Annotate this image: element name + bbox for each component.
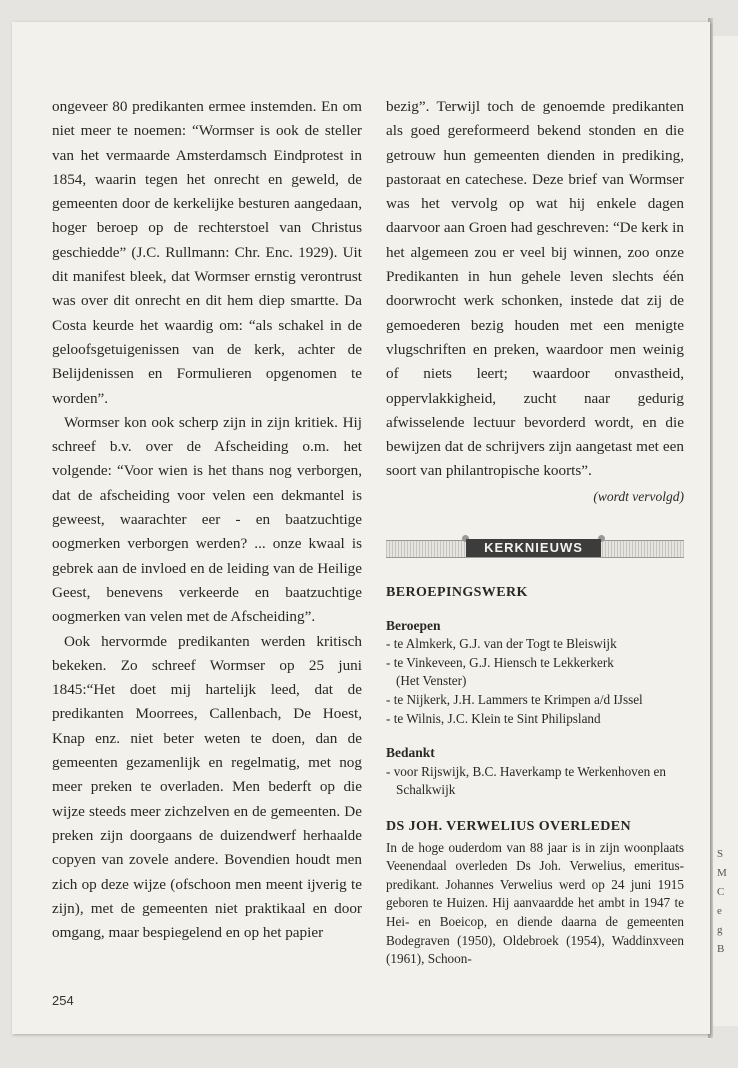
bedankt-list <box>386 763 684 800</box>
body-paragraph: Ook hervormde predikanten werden kritisch bekeken. Zo schreef Wormser op 25 juni 1845:“Het doet mij hartelijk leed, dat de predikanten Moorrees, Callenbach, De Hoest, Knap enz. niet beter weten te doen, dan de gemeenten gezamenlijk en regelmatig, met nog meer preken te overladen. Men bederft op die wijze steeds meer zichzelven en de gemeenten. De preken zijn doorgaans de duizendwerf herhaalde copyen van zovele andere. Bovendien houdt men zich op deze wijze (ofschoon men meent ijverig te zijn), met de gemeenten niet praktikaal en door omgang, maar bespiegelend en op het papier <box>52 632 362 942</box>
next-page-edge <box>713 36 738 1026</box>
next-page-fragment: S <box>717 848 724 860</box>
list-item: - te Vinkeveen, G.J. Hiensch te Lekkerkerk (Het Venster) <box>386 654 614 689</box>
beroepen-list <box>386 635 684 728</box>
banner-title: KERKNIEUWS <box>466 539 601 557</box>
list-item: - te Wilnis, J.C. Klein te Sint Philipsland <box>386 710 601 726</box>
continued-note: (wordt vervolgd) <box>593 488 684 504</box>
bedankt-heading: Bedankt <box>386 745 435 761</box>
obituary-title: DS JOH. VERWELIUS OVERLEDEN <box>386 818 631 834</box>
body-paragraph: ongeveer 80 predikanten ermee instemden. En om niet meer te noemen: “Wormser is ook de steller van het vermaarde Amsterdamsch Eindprotest in 1854, waarin tegen het onrecht en geweld, de gemeenten door de kerkelijke besturen aangedaan, hoger beroep op de rechterstoel van Christus geschiedde” (J.C. Rullmann: Chr. Enc. 1929). Uit dit manifest bleek, dat Wormser ernstig verontrust was over dit onrecht en dit hem diep smartte. Da Costa keurde het waardig om: “als schakel in de geloofsgetuigenissen van de kerk, achter de Belijdenissen en Formulieren opgenomen te worden”. <box>52 98 362 407</box>
kerknieuws-banner <box>386 540 684 558</box>
left-text-column <box>52 95 362 945</box>
church-news <box>386 584 684 969</box>
next-page-fragment: g <box>717 924 723 936</box>
right-text-column <box>386 95 684 508</box>
obituary-text: In de hoge ouderdom van 88 jaar is in zijn woonplaats Veenendaal overleden Ds Joh. Verwelius, emeritus-predikant. Johannes Verwelius werd op 24 juni 1915 geboren te Huizen. Hij aanvaardde het ambt in 1947 te Hei- en Boeicop, en diende daarna de gemeenten Bodegraven (1950), Oldebroek (1954), Waddinxveen (1961), Schoon- <box>386 839 684 967</box>
body-paragraph: Wormser kon ook scherp zijn in zijn kritiek. Hij schreef b.v. over de Afscheiding o.m. het volgende: “Voor wien is het thans nog verborgen, dat de afscheiding voor velen een dekmantel is geweest, waarachter eer - en baatzuchtige oogmerken verborgen werden? ... onze kwaal is gebrek aan de invloed en de leiding van de Heilige Geest, benevens verkeerde en baatzuchtige oogmerken van velen met de Afscheiding”. <box>52 413 362 626</box>
list-item: - voor Rijswijk, B.C. Haverkamp te Werkenhoven en Schalkwijk <box>386 763 666 798</box>
beroepen-heading: Beroepen <box>386 617 441 633</box>
list-item: - te Almkerk, G.J. van der Togt te Bleiswijk <box>386 636 617 652</box>
page-number: 254 <box>52 993 74 1008</box>
next-page-fragment: M <box>717 867 727 879</box>
body-paragraph: bezig”. Terwijl toch de genoemde predikanten als goed gereformeerd bekend stonden en die getrouw hun gemeenten dienden in prediking, pastoraat en catechese. Deze brief van Wormser was het vervolg op wat hij enkele dagen daarvoor aan Groen had geschreven: “De kerk in het algemeen zou er veel bij winnen, zoo onze Predikanten in hun gehele leven slechts één doorwrocht werk schonken, instede dat zij de gemoederen bezig houden met een menigte vlugschriften en preken, waardoor men weinig of niets leert; waardoor onvastheid, oppervlakkigheid, zucht naar gedurig afwisselende lectuur bevorderd wordt, en die bewijzen dat de schrijvers zijn aangetast met een soort van philantropische koorts”. <box>386 98 684 480</box>
next-page-fragment: C <box>717 886 725 898</box>
next-page-fragment: e <box>717 905 722 917</box>
list-item: - te Nijkerk, J.H. Lammers te Krimpen a/d IJssel <box>386 691 643 707</box>
next-page-fragment: B <box>717 943 725 955</box>
section-title: BEROEPINGSWERK <box>386 585 528 600</box>
